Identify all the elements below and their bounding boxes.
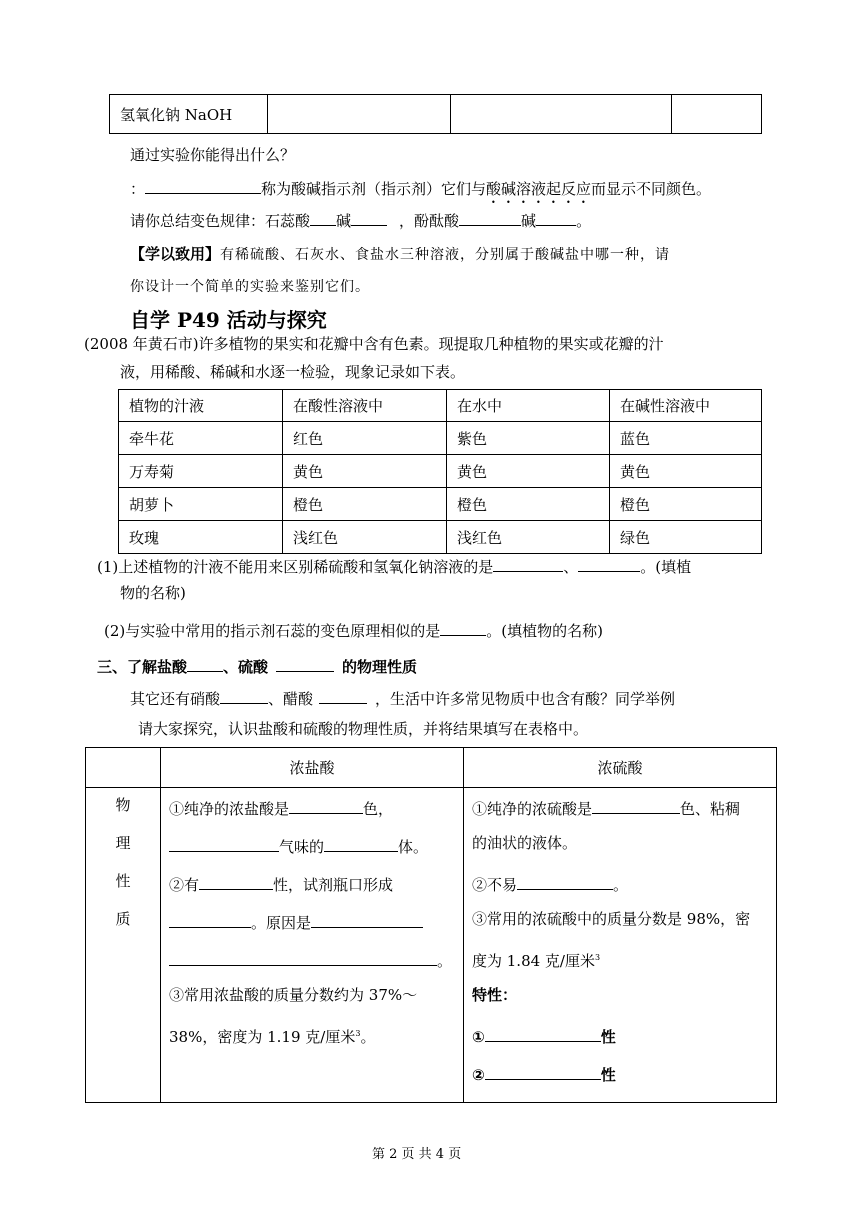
- blank: [485, 1064, 601, 1080]
- blank: [536, 210, 576, 226]
- table-cell: 黄色: [610, 455, 762, 488]
- table-cell: 牵牛花: [119, 422, 283, 455]
- acid-table-col-hcl: 浓盐酸: [161, 748, 464, 788]
- table-cell: 胡萝卜: [119, 488, 283, 521]
- text: 度为 1.84 克/厘米: [472, 952, 595, 970]
- question-1-line-2: 物的名称): [120, 584, 186, 602]
- h2so4-line-7: [472, 1026, 770, 1064]
- superscript: 3: [595, 953, 601, 962]
- table-cell: 绿色: [610, 521, 762, 554]
- text: 。: [360, 1028, 376, 1046]
- blank: [169, 912, 251, 928]
- intro-line-2: 液，用稀酸、稀碱和水逐一检验，现象记录如下表。: [120, 363, 466, 381]
- page-footer: 第 2 页 共 4 页: [372, 1147, 462, 1162]
- section3-b: 、硫酸: [223, 658, 269, 676]
- h2so4-line-8: [472, 1064, 770, 1102]
- h2so4-line-1: [472, 798, 770, 836]
- section3-c: 的物理性质: [342, 658, 418, 676]
- blank: [289, 798, 363, 814]
- row-label-char: 质: [115, 910, 131, 928]
- table-cell: 万寿菊: [119, 455, 283, 488]
- intro-line-1: (2008 年黄石市)许多植物的果实和花瓣中含有色素。现提取几种植物的果实或花瓣的汁: [84, 335, 664, 353]
- plant-table-header: 植物的汁液: [119, 390, 283, 422]
- table-cell: 橙色: [610, 488, 762, 521]
- indicator-line: [130, 178, 711, 207]
- indicator-text-b: 而显示不同颜色。: [591, 180, 712, 198]
- q2-text-b: 。(填植物的名称): [486, 622, 603, 640]
- hcl-line-7: [169, 1026, 457, 1064]
- table-cell: 浅红色: [283, 521, 447, 554]
- acid-table-row-label: [86, 788, 161, 1103]
- table-cell: 玫瑰: [119, 521, 283, 554]
- table-row: [119, 521, 762, 554]
- table-row: [119, 455, 762, 488]
- plant-table-header: 在酸性溶液中: [283, 390, 447, 422]
- text: 性: [600, 1066, 616, 1084]
- hcl-line-3: [169, 874, 457, 912]
- table-cell: 橙色: [283, 488, 447, 521]
- rule-c: ，酚酞酸: [399, 212, 460, 230]
- apply-line-1: [130, 243, 670, 264]
- explore-line: 请大家探究，认识盐酸和硫酸的物理性质，并将结果填写在表格中。: [138, 720, 589, 738]
- rule-line: [130, 210, 591, 231]
- text: 。: [437, 952, 453, 970]
- blank: [517, 874, 613, 890]
- plant-table-header: 在水中: [447, 390, 610, 422]
- blank: [220, 688, 268, 704]
- other-acids-a: 其它还有硝酸: [130, 690, 221, 708]
- blank: [199, 874, 273, 890]
- acid-table-col-h2so4: 浓硫酸: [464, 748, 777, 788]
- text: 色，: [363, 800, 394, 818]
- q2-text: (2)与实验中常用的指示剂石蕊的变色原理相似的是: [104, 622, 441, 640]
- indicator-dotted: 酸碱溶液起反应: [486, 180, 592, 198]
- h2so4-line-2: 的油状的液体。: [472, 834, 578, 852]
- plant-table: [118, 389, 762, 554]
- top-table-row-label: 氢氧化钠 NaOH: [110, 95, 268, 134]
- h2so4-line-4: ③常用的浓硫酸中的质量分数是 98%，密: [472, 910, 751, 928]
- blank: [169, 950, 437, 966]
- other-acids-line: [130, 688, 675, 709]
- hcl-properties: [161, 788, 464, 1103]
- hcl-line-1: [169, 798, 457, 836]
- text: 体。: [398, 838, 429, 856]
- row-label-char: 理: [115, 834, 131, 852]
- text: ①纯净的浓盐酸是: [169, 800, 290, 818]
- plant-table-header: 在碱性溶液中: [610, 390, 762, 422]
- table-cell: 橙色: [447, 488, 610, 521]
- other-acids-c: ，生活中许多常见物质中也含有酸？同学举例: [375, 690, 676, 708]
- apply-tag: 【学以致用】: [130, 245, 221, 263]
- text: ①纯净的浓硫酸是: [472, 800, 593, 818]
- h2so4-line-5: [472, 950, 770, 988]
- text: 性: [600, 1028, 616, 1046]
- top-table-cell: [268, 95, 451, 134]
- superscript: 3: [355, 1029, 361, 1038]
- h2so4-line-3: [472, 874, 770, 912]
- blank: [145, 178, 261, 194]
- text: 气味的: [279, 838, 325, 856]
- hcl-line-5: [169, 950, 457, 988]
- rule-b: 碱: [336, 212, 352, 230]
- table-cell: 浅红色: [447, 521, 610, 554]
- table-cell: 黄色: [283, 455, 447, 488]
- text: ②有: [169, 876, 200, 894]
- top-table-cell: [672, 95, 762, 134]
- blank: [493, 556, 563, 572]
- blank: [310, 210, 336, 226]
- apply-text1: 有稀硫酸、石灰水、食盐水三种溶液，分别属于酸碱盐中哪一种，请: [220, 247, 671, 263]
- q1-text: (1)上述植物的汁液不能用来区别稀硫酸和氢氧化钠溶液的是: [97, 558, 494, 576]
- indicator-prefix: ：: [130, 180, 146, 198]
- h2so4-special-label: 特性：: [472, 986, 518, 1004]
- conclusion-question: 通过实验你能得出什么？: [130, 146, 296, 164]
- question-1: [97, 556, 691, 577]
- row-label-char: 物: [115, 796, 131, 814]
- blank: [440, 620, 486, 636]
- blank: [459, 210, 521, 226]
- other-acids-b: 、醋酸: [268, 690, 314, 708]
- blank: [485, 1026, 601, 1042]
- table-cell: 蓝色: [610, 422, 762, 455]
- rule-d: 碱: [521, 212, 537, 230]
- blank: [351, 210, 387, 226]
- indicator-text-a: 称为酸碱指示剂（指示剂）它们与: [261, 180, 487, 198]
- blank: [276, 656, 334, 672]
- hcl-line-2: [169, 836, 457, 874]
- acid-table-corner: [86, 748, 161, 788]
- text: 。: [613, 876, 629, 894]
- table-cell: 红色: [283, 422, 447, 455]
- q1-text-b: 。(填植: [640, 558, 692, 576]
- acid-table: [85, 747, 777, 1103]
- text: 性，试剂瓶口形成: [273, 876, 394, 894]
- table-row: [119, 422, 762, 455]
- rule-e: 。: [576, 212, 592, 230]
- text: 。原因是: [251, 914, 312, 932]
- section3-a: 三、了解盐酸: [97, 658, 188, 676]
- apply-line-2: 你设计一个简单的实验来鉴别它们。: [130, 279, 370, 295]
- text: 色、粘稠: [680, 800, 741, 818]
- table-cell: 紫色: [447, 422, 610, 455]
- rule-a: 请你总结变色规律：石蕊酸: [130, 212, 311, 230]
- table-cell: 黄色: [447, 455, 610, 488]
- top-table-cell: [451, 95, 672, 134]
- blank: [319, 688, 367, 704]
- text: 38%，密度为 1.19 克/厘米: [169, 1028, 356, 1046]
- text: ①: [472, 1028, 485, 1046]
- blank: [169, 836, 279, 852]
- hcl-line-6: ③常用浓盐酸的质量分数约为 37%～: [169, 986, 418, 1004]
- blank: [187, 656, 223, 672]
- blank: [578, 556, 640, 572]
- text: ②不易: [472, 876, 518, 894]
- hcl-line-4: [169, 912, 457, 950]
- section-title: 自学 P49 活动与探究: [130, 308, 327, 332]
- blank: [311, 912, 423, 928]
- question-2: [104, 620, 603, 641]
- text: ②: [472, 1066, 485, 1084]
- table-row: [119, 488, 762, 521]
- blank: [592, 798, 680, 814]
- q1-sep: 、: [563, 558, 579, 576]
- top-table: [109, 94, 762, 134]
- section-3-title: [97, 656, 417, 677]
- row-label-char: 性: [115, 872, 131, 890]
- h2so4-properties: [464, 788, 777, 1103]
- blank: [324, 836, 398, 852]
